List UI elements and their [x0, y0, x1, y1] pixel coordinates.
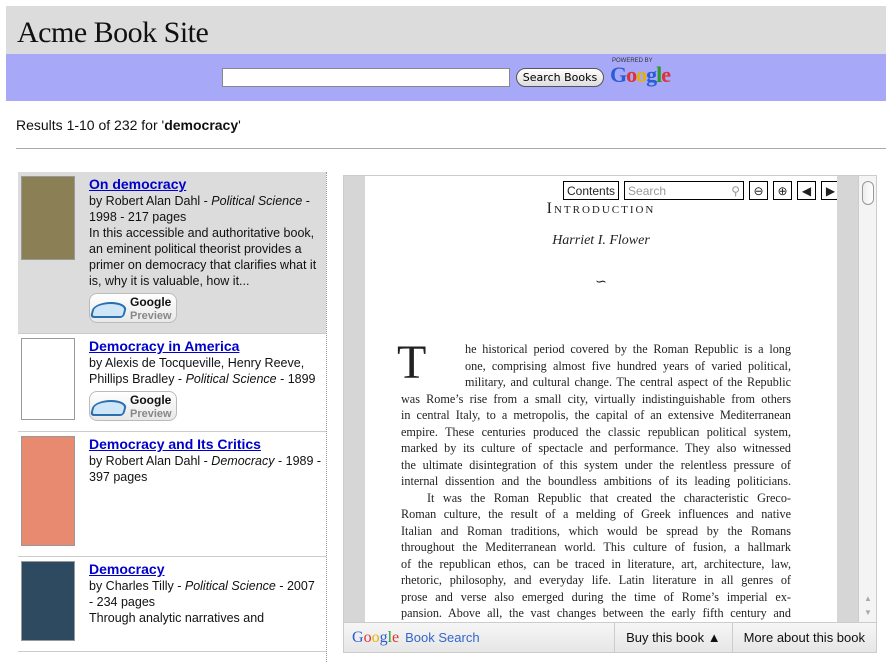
book-page: [365, 176, 837, 622]
book-cover[interactable]: [21, 176, 75, 260]
text-line: one, comprising almost five hundred years of varied political,: [465, 358, 791, 373]
book-title-link[interactable]: Democracy: [89, 561, 165, 577]
drop-cap: T: [397, 336, 427, 389]
contents-button[interactable]: Contents: [563, 181, 619, 200]
next-page-icon[interactable]: ▶: [821, 181, 837, 200]
results-list: [18, 172, 327, 662]
text-line: prose and verse also emerged during the time of Rome’s imperial ex-: [401, 589, 791, 604]
result-item: On democracy by Robert Alan Dahl - Political Science - 1998 - 217 pages In this accessible and authoritative book, an eminent political theorist provides a primer on democracy that clarifies what it is, why it is valuable, how it... Google Preview: [18, 172, 326, 334]
book-description: In this accessible and authoritative book, an eminent political theorist provides a primer on democracy that clarifies what it is, why it is valuable, how it...: [89, 226, 317, 288]
buy-this-book-button[interactable]: Buy this book ▲: [614, 623, 732, 653]
book-cover[interactable]: [21, 561, 75, 641]
viewer-footer: [344, 622, 876, 652]
scroll-down-icon[interactable]: ▼: [864, 608, 872, 617]
result-item: Democracy and Its Critics by Robert Alan Dahl - Democracy - 1989 - 397 pages: [18, 432, 326, 557]
text-line: the ultimate disintegration of this system under the relentless pressure of: [401, 457, 791, 472]
viewer-toolbar: [563, 181, 837, 200]
text-line: was Rome’s rise from a small city, virtually indistinguishable from others: [401, 391, 791, 406]
open-book-icon: [90, 302, 128, 318]
search-books-button[interactable]: Search Books: [516, 68, 604, 87]
scrollbar-thumb[interactable]: [862, 181, 874, 205]
ornament: ∽: [595, 275, 607, 290]
viewer-scrollbar[interactable]: [858, 176, 876, 622]
google-logo: Google: [352, 628, 400, 646]
book-title-link[interactable]: Democracy in America: [89, 338, 240, 354]
book-title-link[interactable]: On democracy: [89, 176, 187, 192]
text-line: internal dissention and the boundless ambitions of its leading politicians.: [401, 474, 791, 488]
page-text: [397, 336, 791, 622]
book-viewer: [343, 175, 877, 653]
chapter-author: Harriet I. Flower: [552, 233, 650, 248]
viewer-search-input[interactable]: Search ⚲: [624, 181, 744, 200]
text-line: he historical period covered by the Roman Republic is a long: [465, 342, 791, 356]
text-line: empire. These centuries produced the classic republican political system,: [401, 424, 791, 439]
book-title-link[interactable]: Democracy and Its Critics: [89, 436, 261, 452]
result-item: Democracy by Charles Tilly - Political Science - 2007 - 234 pages Through analytic narratives and: [18, 557, 326, 652]
results-summary: Results 1-10 of 232 for 'democracy': [16, 117, 241, 133]
text-line: It was the Roman Republic that created the characteristic Greco-: [427, 490, 791, 505]
text-line: throughout the Mediterranean world. This culture of fusion, a hallmark: [401, 540, 791, 554]
previous-page-icon[interactable]: ◀: [797, 181, 816, 200]
text-line: marked by its culture of spectacle and performance. They also witnessed: [401, 441, 791, 455]
query-term: democracy: [164, 117, 239, 133]
google-preview-button[interactable]: Google Preview: [89, 293, 177, 323]
book-search-link[interactable]: Book Search: [405, 630, 480, 645]
search-icon: ⚲: [731, 183, 741, 198]
google-preview-button[interactable]: Google Preview: [89, 391, 177, 421]
zoom-out-icon[interactable]: ⊖: [749, 181, 768, 200]
open-book-icon: [90, 400, 128, 416]
zoom-in-icon[interactable]: ⊕: [773, 181, 792, 200]
powered-by-label: POWERED BY: [612, 58, 653, 64]
book-cover[interactable]: [21, 338, 75, 420]
site-header: [6, 6, 886, 54]
more-about-book-button[interactable]: More about this book: [732, 623, 876, 653]
text-line: pansion. Above all, the vast changes between the early fifth century and: [401, 606, 791, 620]
text-line: military, and cultural change. The central aspect of the Republic: [465, 375, 791, 389]
powered-by-google-logo: POWERED BY Google: [610, 58, 671, 87]
text-line: Italian and Roman traditions, which would be spread by the Romans: [401, 523, 791, 538]
text-line: of the republican ethos, can be traced in literature, art, architecture, law,: [401, 556, 791, 571]
scroll-up-icon[interactable]: ▲: [864, 594, 872, 603]
chapter-heading: Introduction: [546, 200, 656, 217]
divider: [16, 148, 886, 149]
result-item: Democracy in America by Alexis de Tocqueville, Henry Reeve, Phillips Bradley - Political Science - 1899 Google Preview: [18, 334, 326, 432]
text-line: Roman culture, the result of a melding of Greek influences and native: [401, 507, 791, 521]
search-bar: [6, 54, 886, 101]
site-title: Acme Book Site: [17, 16, 209, 49]
text-line: rhetoric, philosophy, and everyday life. Latin literature in all genres of: [401, 573, 791, 587]
book-description: Through analytic narratives and: [89, 611, 265, 625]
text-line: in central Italy, to a metropolis, the capital of an extensive Mediterranean: [401, 408, 791, 422]
search-input[interactable]: [222, 68, 510, 87]
book-cover[interactable]: [21, 436, 75, 546]
